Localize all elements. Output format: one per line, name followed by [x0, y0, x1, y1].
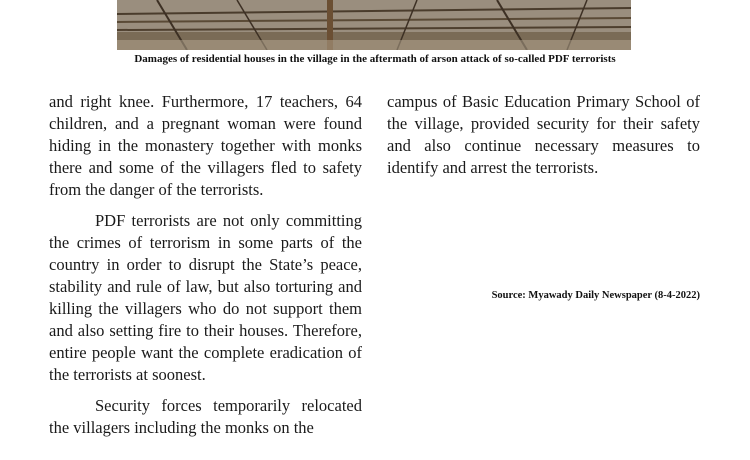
left-paragraph-2: PDF terrorists are not only committing the crimes of terrorism in some parts of the country in order to disrupt the State’s peace, stability and rule of law, but also torturing and killing the villagers who do not support them and also setting fire to their houses. Therefore, entire people want the complete eradication of the terrorists at soonest.	[49, 211, 362, 384]
source-credit: Source: Myawady Daily Newspaper (8-4-2022)	[491, 290, 700, 301]
photo-illustration	[117, 0, 631, 50]
right-column	[387, 91, 700, 179]
left-column	[49, 91, 362, 439]
photo-caption: Damages of residential houses in the village in the aftermath of arson attack of so-called PDF terrorists	[134, 53, 616, 65]
left-paragraph-3: Security forces temporarily relocated the villagers including the monks on the	[49, 396, 362, 437]
damaged-houses-photo	[117, 0, 631, 50]
left-paragraph-1: and right knee. Furthermore, 17 teachers, 64 children, and a pregnant woman were found hiding in the monastery together with monks there and some of the villagers fled to safety from the danger of the terrorists.	[49, 92, 362, 199]
right-paragraph-1: campus of Basic Education Primary School of the village, provided security for their safety and also continue necessary measures to identify and arrest the terrorists.	[387, 92, 700, 177]
